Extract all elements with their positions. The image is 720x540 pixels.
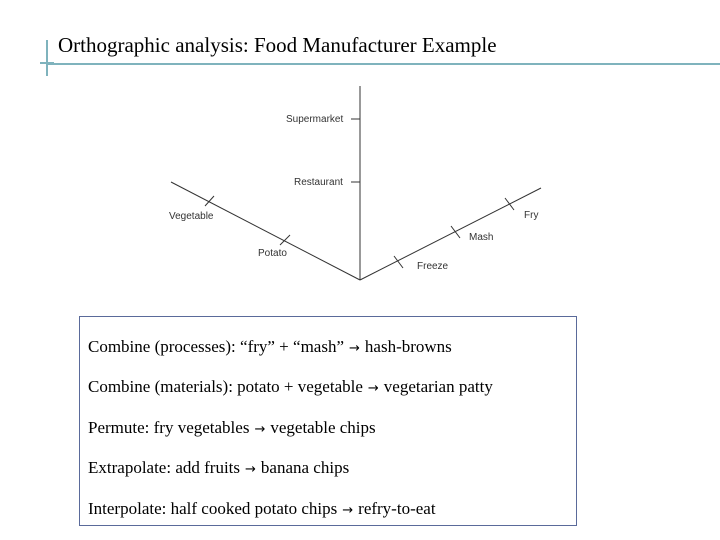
example-after: refry-to-eat xyxy=(358,499,436,518)
example-after: vegetarian patty xyxy=(383,377,493,396)
label-supermarket: Supermarket xyxy=(286,114,344,125)
slide-title: Orthographic analysis: Food Manufacturer Example xyxy=(58,33,497,57)
arrow-right-icon: → xyxy=(342,503,354,518)
arrow-right-icon: → xyxy=(367,381,379,396)
example-after: vegetable chips xyxy=(270,418,376,437)
tick-potato xyxy=(280,235,290,245)
example-before: Combine (processes): “fry” + “mash” xyxy=(88,337,344,356)
tick-fry xyxy=(505,198,514,210)
examples-box xyxy=(79,316,577,526)
label-freeze: Freeze xyxy=(417,261,449,272)
example-combine-processes xyxy=(88,337,452,357)
example-combine-materials xyxy=(88,377,493,397)
example-before: Combine (materials): potato + vegetable xyxy=(88,377,363,396)
right-axis xyxy=(360,188,541,280)
arrow-right-icon: → xyxy=(254,422,266,437)
left-axis xyxy=(171,182,360,280)
label-fry: Fry xyxy=(524,210,539,221)
example-extrapolate xyxy=(88,458,349,478)
label-restaurant: Restaurant xyxy=(294,177,343,188)
example-before: Extrapolate: add fruits xyxy=(88,458,241,477)
example-before: Interpolate: half cooked potato chips xyxy=(88,499,338,518)
example-permute xyxy=(88,418,376,438)
arrow-right-icon: → xyxy=(349,341,360,356)
example-interpolate xyxy=(88,499,436,519)
label-vegetable: Vegetable xyxy=(169,211,214,222)
example-after: banana chips xyxy=(260,458,350,477)
label-potato: Potato xyxy=(258,248,287,259)
tick-mash xyxy=(451,226,460,238)
example-after: hash-browns xyxy=(364,337,452,356)
label-mash: Mash xyxy=(469,232,494,243)
arrow-right-icon: → xyxy=(245,462,256,477)
example-before: Permute: fry vegetables xyxy=(88,418,250,437)
tick-vegetable xyxy=(205,196,214,206)
